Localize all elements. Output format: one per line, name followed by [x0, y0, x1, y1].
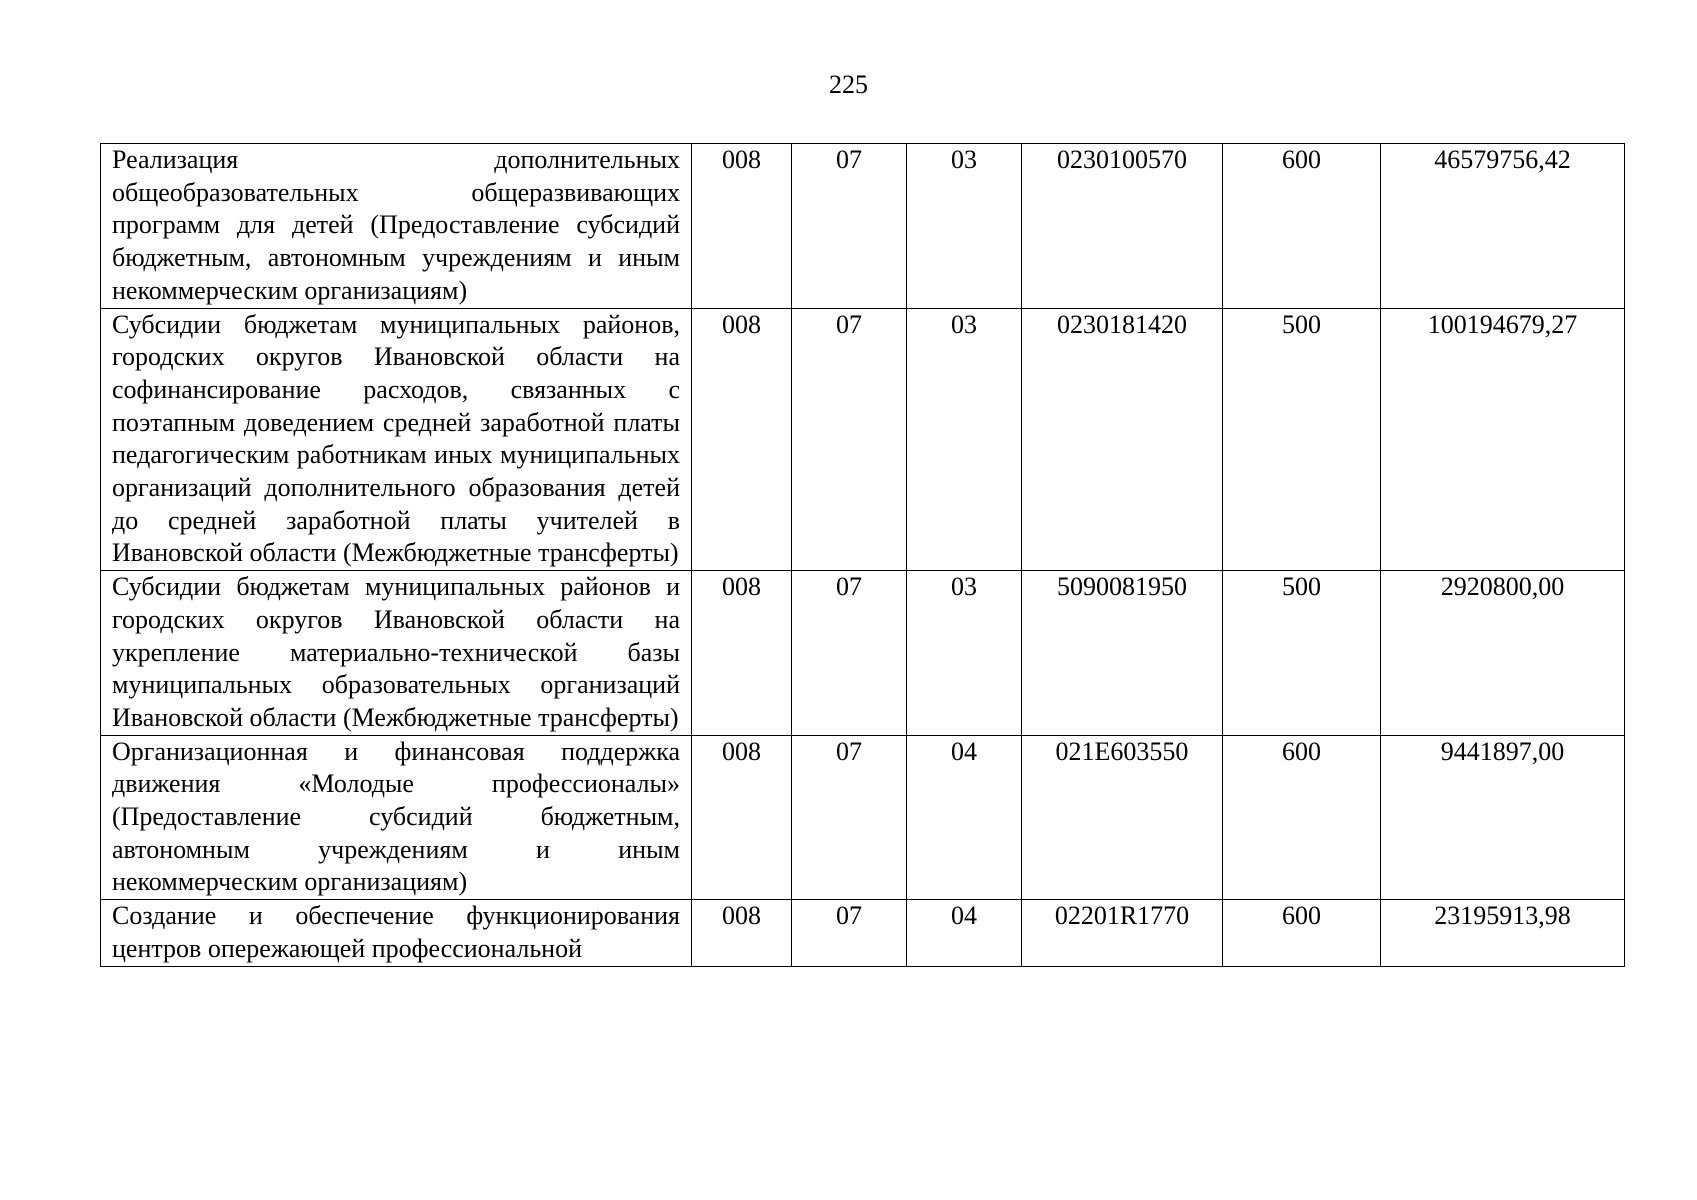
row-section-code: 07 — [792, 144, 907, 309]
row-expense-type: 600 — [1223, 735, 1381, 900]
table-row — [101, 308, 1625, 571]
budget-table — [100, 143, 1625, 967]
row-description: Субсидии бюджетам муниципальных районов, городских округов Ивановской области на софинансирование расходов, связанных с поэтапным доведением средней заработной платы педагогическим работникам иных муниципальных организаций дополнительного образования детей до средней заработной платы учителей в Ивановской области (Межбюджетные трансферты) — [101, 308, 692, 571]
table-row — [101, 144, 1625, 309]
row-section-code: 07 — [792, 735, 907, 900]
page-number: 225 — [829, 70, 868, 99]
row-subsection-code: 04 — [907, 735, 1022, 900]
row-target-article: 0230181420 — [1022, 308, 1223, 571]
row-target-article: 021E603550 — [1022, 735, 1223, 900]
row-grbs-code: 008 — [692, 900, 792, 966]
row-target-article: 0230100570 — [1022, 144, 1223, 309]
table-row — [101, 735, 1625, 900]
row-section-code: 07 — [792, 308, 907, 571]
row-amount: 100194679,27 — [1381, 308, 1625, 571]
row-description: Реализация дополнительных общеобразовательных общеразвивающих программ для детей (Предоставление субсидий бюджетным, автономным учреждениям и иным некоммерческим организациям) — [101, 144, 692, 309]
row-subsection-code: 03 — [907, 308, 1022, 571]
row-target-article: 02201R1770 — [1022, 900, 1223, 966]
row-amount: 9441897,00 — [1381, 735, 1625, 900]
table-row — [101, 900, 1625, 966]
row-subsection-code: 03 — [907, 144, 1022, 309]
row-subsection-code: 03 — [907, 571, 1022, 736]
row-amount: 23195913,98 — [1381, 900, 1625, 966]
row-description: Создание и обеспечение функционирования центров опережающей профессиональной — [101, 900, 692, 966]
row-amount: 46579756,42 — [1381, 144, 1625, 309]
row-amount: 2920800,00 — [1381, 571, 1625, 736]
row-grbs-code: 008 — [692, 735, 792, 900]
row-expense-type: 500 — [1223, 308, 1381, 571]
row-description: Организационная и финансовая поддержка движения «Молодые профессионалы» (Предоставление субсидий бюджетным, автономным учреждениям и иным некоммерческим организациям) — [101, 735, 692, 900]
row-expense-type: 600 — [1223, 900, 1381, 966]
row-expense-type: 500 — [1223, 571, 1381, 736]
row-description: Субсидии бюджетам муниципальных районов и городских округов Ивановской области на укрепление материально-технической базы муниципальных образовательных организаций Ивановской области (Межбюджетные трансферты) — [101, 571, 692, 736]
row-section-code: 07 — [792, 571, 907, 736]
row-expense-type: 600 — [1223, 144, 1381, 309]
table-row — [101, 571, 1625, 736]
row-grbs-code: 008 — [692, 571, 792, 736]
row-section-code: 07 — [792, 900, 907, 966]
row-subsection-code: 04 — [907, 900, 1022, 966]
row-grbs-code: 008 — [692, 308, 792, 571]
row-grbs-code: 008 — [692, 144, 792, 309]
row-target-article: 5090081950 — [1022, 571, 1223, 736]
